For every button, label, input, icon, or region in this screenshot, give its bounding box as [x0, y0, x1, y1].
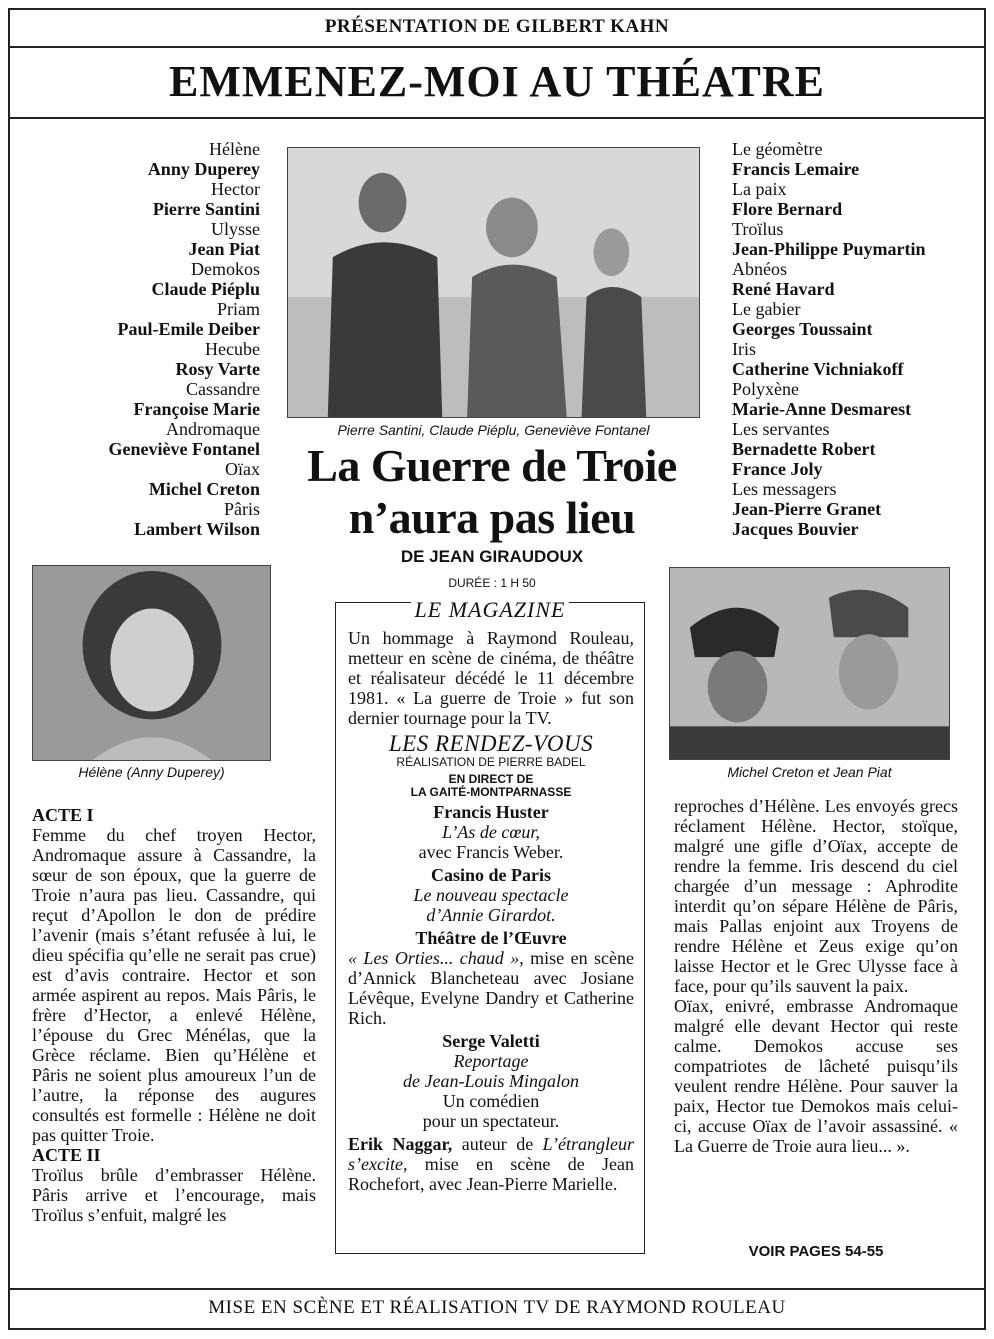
- play-author: DE JEAN GIRAUDOUX: [400, 547, 584, 566]
- cast-actor: Marie-Anne Desmarest: [732, 399, 912, 419]
- magazine-text: Un hommage à Raymond Rouleau, metteur en scène de cinéma, de théâtre et réalisateur décédé le 11 décembre 1981. « La guerre de Troie » fut son dernier tournage pour la TV.: [348, 628, 634, 728]
- page-title: EMMENEZ-MOI AU THÉATRE: [169, 57, 825, 106]
- cast-role: Ulysse: [211, 219, 260, 239]
- acte-2-text: Troïlus brûle d’embrasser Hélène. Pâris arrive et l’encourage, mais Troïlus s’enfuit, malgré les: [32, 1165, 316, 1225]
- venue-detail: mise en scène de Jean Rochefort, avec Jean-Pierre Marielle.: [348, 1154, 634, 1194]
- venue-detail: Un comédien: [442, 1091, 540, 1111]
- cast-role: Les servantes: [732, 419, 830, 439]
- venue-show: Le nouveau spectacle: [413, 885, 569, 905]
- photo-helene-illustration: [33, 566, 270, 760]
- venue-show: Reportage: [453, 1051, 529, 1071]
- divider-top: [8, 46, 986, 48]
- cast-actor: Rosy Varte: [175, 359, 260, 379]
- venue-show: de Jean-Louis Mingalon: [403, 1071, 579, 1091]
- cast-role: Le gabier: [732, 299, 801, 319]
- cast-actor: Michel Creton: [148, 479, 260, 499]
- venue-show: d’Annie Girardot.: [426, 905, 556, 925]
- synopsis-paragraph-2: Oïax, enivré, embrasse Andromaque malgré elle devant Hector qui reste calme. Demokos accuse ses compatriotes de lâcheté puisqu’ils veulent rendre Hélène. Pour sauver la paix, Hector tue Demokos mais celui-ci, accuse Oïax de l’avoir assassiné. « La Guerre de Troie aura lieu... ».: [674, 996, 958, 1156]
- caption-creton-piat: Michel Creton et Jean Piat: [727, 764, 892, 780]
- direct-line-2: LA GAITÉ-MONTPARNASSE: [410, 785, 572, 799]
- cast-role: Oïax: [225, 459, 260, 479]
- cast-role: Andromaque: [166, 419, 260, 439]
- venue-detail: pour un spectateur.: [422, 1111, 560, 1131]
- see-pages-link: VOIR PAGES 54-55: [748, 1243, 884, 1260]
- venue-name: Erik Naggar,: [348, 1134, 453, 1154]
- venue-casino-de-paris: Casino de Paris: [430, 865, 551, 885]
- play-duration: DURÉE : 1 H 50: [448, 576, 536, 590]
- presentation-line: PRÉSENTATION DE GILBERT KAHN: [324, 16, 670, 37]
- acte-1-text: Femme du chef troyen Hector, Andromaque assure à Cassandre, la sœur de son époux, que la guerre de Troie n’aura pas lieu. Cassandre, qui reçut d’Apollon le don de prédire l’avenir (mais s’étant refusée à lui, le dieu spécifia qu’elle ne serait pas crue) est d’avis contraire. Hector et son armée aspirent au repos. Mais Pâris, le frère d’Hector, a enlevé Hélène, l’épouse du Grec Ménélas, que la Grèce réclame. Bien qu’Hélène et Pâris ne soient plus amoureux l’un de l’autre, la réponse des augures consultés est formelle : Hélène ne doit pas quitter Troie.: [32, 825, 316, 1145]
- cast-actor: Flore Bernard: [732, 199, 843, 219]
- magazine-heading-text: LE MAGAZINE: [411, 597, 570, 622]
- play-title-line-1: La Guerre de Troie: [307, 440, 677, 491]
- cast-role: Hector: [211, 179, 260, 199]
- photo-helene: [32, 565, 271, 761]
- direct-line-1: EN DIRECT DE: [448, 772, 534, 786]
- venue-description: [348, 948, 634, 1028]
- photo-creton-piat-illustration: [670, 568, 949, 759]
- divider-title: [8, 117, 986, 119]
- photo-figures-illustration: [288, 148, 699, 417]
- venue-connector: auteur de: [452, 1134, 543, 1154]
- cast-actor: Lambert Wilson: [134, 519, 260, 539]
- cast-actor: Georges Toussaint: [732, 319, 873, 339]
- cast-actor: Paul-Emile Deiber: [117, 319, 260, 339]
- cast-actor: Bernadette Robert: [732, 439, 876, 459]
- photo-creton-piat: [669, 567, 950, 760]
- caption-main-scene: Pierre Santini, Claude Piéplu, Geneviève Fontanel: [337, 422, 650, 438]
- cast-role: Le géomètre: [732, 139, 823, 159]
- cast-actor: Jean Piat: [188, 239, 260, 259]
- cast-role: Cassandre: [186, 379, 260, 399]
- cast-actor: Jean-Philippe Puymartin: [732, 239, 926, 259]
- magazine-content: [348, 628, 634, 1194]
- venue-show: L’étrangleur s’excite,: [348, 1134, 634, 1174]
- cast-list-right: [732, 139, 972, 539]
- cast-list-left: [40, 139, 260, 539]
- cast-role: Priam: [217, 299, 260, 319]
- synopsis-left-column: [32, 805, 316, 1225]
- divider-footer: [8, 1288, 986, 1290]
- cast-actor: Pierre Santini: [152, 199, 260, 219]
- cast-actor: René Havard: [732, 279, 835, 299]
- cast-actor: Anny Duperey: [147, 159, 260, 179]
- venue-serge-valetti: Serge Valetti: [442, 1031, 540, 1051]
- cast-actor: Claude Piéplu: [151, 279, 260, 299]
- cast-actor: France Joly: [732, 459, 823, 479]
- venue-show: L’As de cœur,: [442, 822, 540, 842]
- synopsis-paragraph-1: reproches d’Hélène. Les envoyés grecs réclament Hélène. Hector, stoïque, malgré une gifle d’Oïax, accepte de rendre la femme. Iris descend du ciel chargée d’un message : Aphrodite interdit qu’on sépare Hélène de Pâris, mais Pallas enjoint aux Troyens de rendre Hélène et Zeus exige qu’on laisse Hector et le Grec Ulysse face à face, pour qu’ils sauvent la paix.: [674, 796, 958, 996]
- realisation-credit: RÉALISATION DE PIERRE BADEL: [396, 755, 586, 769]
- venue-detail: mise en scène d’Annick Blancheteau avec Josiane Lévêque, Evelyne Dandry et Catherine Rich.: [348, 948, 634, 1028]
- cast-role: Hélène: [209, 139, 260, 159]
- rendezvous-heading: LES RENDEZ-VOUS: [388, 731, 594, 756]
- venue-theatre-oeuvre: Théâtre de l’Œuvre: [415, 928, 567, 948]
- acte-1-label: ACTE I: [32, 805, 94, 825]
- venue-detail: avec Francis Weber.: [418, 842, 564, 862]
- caption-helene: Hélène (Anny Duperey): [78, 764, 225, 780]
- cast-role: Hecube: [205, 339, 260, 359]
- photo-main-scene: [287, 147, 700, 418]
- cast-actor: Geneviève Fontanel: [108, 439, 260, 459]
- footer-credit: MISE EN SCÈNE ET RÉALISATION TV DE RAYMOND ROULEAU: [208, 1297, 786, 1318]
- cast-role: Abnéos: [732, 259, 787, 279]
- cast-role: Demokos: [191, 259, 260, 279]
- play-title-line-2: n’aura pas lieu: [348, 492, 636, 543]
- cast-role: Troïlus: [732, 219, 784, 239]
- venue-show: « Les Orties... chaud »,: [348, 948, 524, 968]
- venue-erik-naggar: [348, 1134, 634, 1194]
- cast-actor: Catherine Vichniakoff: [732, 359, 904, 379]
- play-title: [280, 440, 704, 544]
- cast-role: Pâris: [224, 499, 260, 519]
- cast-actor: Jean-Pierre Granet: [732, 499, 882, 519]
- synopsis-right-column: [674, 796, 958, 1156]
- acte-2-label: ACTE II: [32, 1145, 101, 1165]
- cast-role: Polyxène: [732, 379, 799, 399]
- cast-role: Les messagers: [732, 479, 837, 499]
- venue-francis-huster: Francis Huster: [433, 802, 549, 822]
- cast-actor: Jacques Bouvier: [732, 519, 859, 539]
- cast-role: Iris: [732, 339, 756, 359]
- cast-actor: Françoise Marie: [133, 399, 260, 419]
- magazine-heading: [335, 597, 645, 623]
- cast-actor: Francis Lemaire: [732, 159, 860, 179]
- cast-role: La paix: [732, 179, 787, 199]
